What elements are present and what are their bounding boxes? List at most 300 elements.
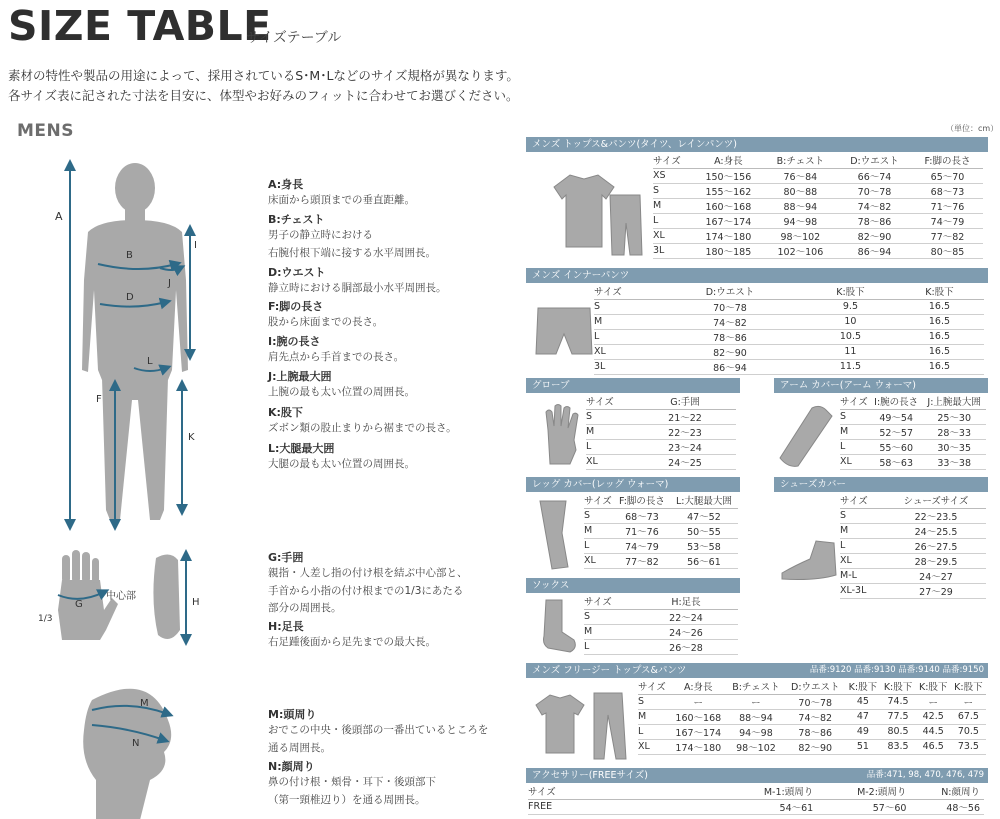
size-cell: XL [594, 346, 606, 357]
table-inner-pants [526, 268, 988, 374]
size-cell: 3L [653, 245, 665, 256]
table-row [840, 424, 986, 439]
size-cell: M-L [840, 570, 857, 581]
value-cell: 70〜78 [798, 697, 833, 709]
col-header: サイズ [840, 496, 868, 508]
value-cell: 94〜98 [739, 727, 773, 739]
glove-icon [536, 400, 586, 470]
fig-label-h: H [192, 597, 200, 608]
col-header: M-1:頭周り [763, 787, 814, 799]
col-header: サイズ [584, 597, 612, 609]
table-accessory [526, 768, 988, 817]
size-cell: M [586, 426, 595, 437]
value-cell: 68〜73 [930, 186, 965, 198]
col-header: サイズ [528, 787, 556, 799]
measure-title: L:大腿最大囲 [268, 442, 335, 455]
measure-m [268, 706, 488, 757]
value-cell: 82〜90 [857, 231, 892, 243]
measure-desc: ズボン類の股止まりから裾までの長さ。 [268, 422, 457, 434]
foot-silhouette [153, 554, 180, 639]
page-subtitle: サイズテーブル [246, 30, 342, 46]
table-row [653, 228, 983, 243]
table-header-bar: シューズカバー [774, 477, 988, 492]
measure-desc: 鼻の付け根・頬骨・耳下・後頭部下 [268, 776, 436, 788]
value-cell: 57〜60 [872, 802, 907, 814]
value-cell: 74.5 [887, 696, 909, 707]
col-header: F:脚の長さ [618, 496, 665, 508]
value-cell: 49 [856, 726, 869, 737]
col-header: サイズ [840, 397, 868, 409]
col-header: A:身長 [714, 156, 743, 168]
table-row [840, 583, 986, 598]
table-row [653, 183, 983, 198]
value-cell: 77〜82 [625, 556, 659, 568]
value-cell: 82〜90 [798, 742, 833, 754]
table-row [638, 739, 986, 754]
value-cell: 22〜23.5 [914, 511, 958, 523]
size-cell: M [840, 426, 849, 437]
value-cell: 21〜22 [668, 412, 702, 424]
table-body [584, 508, 738, 568]
col-header: B:チェスト [732, 682, 780, 694]
value-cell: 155〜162 [705, 186, 752, 198]
size-table [840, 394, 986, 470]
size-cell: L [638, 726, 644, 737]
value-cell: 88〜94 [739, 712, 773, 724]
value-cell: 16.5 [928, 346, 951, 357]
table-row [840, 454, 986, 469]
value-cell: 24〜26 [669, 627, 703, 639]
table-row [638, 709, 986, 724]
col-header: サイズ [638, 682, 666, 694]
size-cell: M [584, 525, 593, 536]
value-cell: 33〜38 [937, 457, 972, 469]
table-row [586, 409, 736, 424]
value-cell: 28〜29.5 [914, 556, 958, 568]
measure-desc: 肩先点から手首までの長さ。 [268, 351, 405, 363]
table-row [638, 724, 986, 739]
size-cell: L [584, 540, 590, 551]
measure-title: I:腕の長さ [268, 335, 321, 348]
value-cell: 74〜82 [857, 201, 892, 213]
intro-line-1: 素材の特性や製品の用途によって、採用されているS･M･Lなどのサイズ規格が異なります。 [8, 68, 519, 83]
value-cell: 10.5 [839, 331, 862, 342]
value-cell: 54〜61 [779, 802, 814, 814]
value-cell: ー [751, 697, 761, 709]
size-cell: M [594, 316, 603, 327]
value-cell: 94〜98 [783, 216, 818, 228]
measure-k [268, 404, 457, 438]
value-cell: 160〜168 [675, 712, 722, 724]
value-cell: 46.5 [922, 741, 944, 752]
table-row [594, 359, 984, 374]
value-cell: 16.5 [928, 301, 951, 312]
size-cell: M [653, 200, 662, 211]
col-header: シューズサイズ [903, 496, 969, 508]
size-cell: XL [840, 555, 852, 566]
size-cell: S [594, 301, 601, 312]
size-table [638, 679, 986, 755]
measure-d [268, 264, 447, 298]
col-header: M-2:頭周り [857, 787, 907, 799]
table-row [653, 243, 983, 258]
measure-title: A:身長 [268, 178, 304, 191]
table-body [584, 609, 738, 654]
col-header: サイズ [586, 397, 614, 409]
value-cell: 76〜84 [783, 171, 818, 183]
value-cell: 82〜90 [713, 347, 747, 359]
table-socks [526, 578, 740, 658]
value-cell: 24〜25 [668, 457, 702, 469]
page-title: SIZE TABLE [8, 2, 272, 50]
measure-desc: （第一頸椎辺り）を通る周囲長。 [268, 793, 426, 806]
measure-a [268, 176, 415, 210]
value-cell: 47〜52 [687, 511, 721, 523]
value-cell: 74〜79 [625, 541, 659, 553]
size-cell: S [840, 510, 847, 521]
inner-pants-icon [534, 302, 594, 362]
value-cell: 174〜180 [675, 742, 722, 754]
table-row [594, 299, 984, 314]
size-cell: M [638, 711, 647, 722]
table-row [638, 694, 986, 709]
size-table [586, 394, 736, 470]
value-cell: 86〜94 [857, 246, 892, 258]
value-cell: ー [928, 697, 938, 709]
measure-desc: 床面から頭頂までの垂直距離。 [268, 194, 415, 206]
measure-title: G:手囲 [268, 551, 304, 564]
value-cell: 11.5 [839, 361, 862, 372]
fig-label-center: 中心部 [106, 591, 136, 602]
fig-label-l: L [147, 356, 153, 367]
size-cell: M [840, 525, 849, 536]
table-body [840, 508, 986, 598]
measure-title: D:ウエスト [268, 266, 326, 279]
col-header: B:チェスト [776, 156, 825, 168]
size-table [528, 784, 984, 815]
value-cell: 9.5 [842, 301, 858, 312]
size-cell: S [840, 411, 847, 422]
col-header: G:手囲 [670, 397, 700, 409]
col-header: K:股下 [848, 682, 878, 694]
col-header: K:股下 [883, 682, 913, 694]
col-header: F:脚の長さ [924, 156, 971, 168]
measure-title: F:脚の長さ [268, 300, 324, 313]
measure-desc: 通る周囲長。 [268, 741, 331, 754]
table-row [594, 329, 984, 344]
table-body [594, 299, 984, 374]
value-cell: 10 [844, 316, 857, 327]
unit-note: （単位：cm） [946, 124, 999, 133]
col-header: K:股下 [836, 287, 865, 299]
shoe-cover-icon [776, 535, 844, 585]
col-header: D:ウエスト [705, 287, 755, 299]
value-cell: 68〜73 [625, 511, 659, 523]
size-cell: S [653, 185, 660, 196]
value-cell: 27〜29 [919, 586, 953, 598]
col-header: L:大腿最大囲 [675, 496, 732, 508]
table-row [653, 213, 983, 228]
table-body [528, 799, 984, 814]
table-row [584, 538, 738, 553]
measure-l [268, 440, 415, 474]
value-cell: 65〜70 [930, 171, 965, 183]
table-row [840, 439, 986, 454]
size-cell: S [584, 611, 591, 622]
value-cell: 160〜168 [705, 201, 752, 213]
arm-cover-icon [776, 400, 836, 470]
value-cell: 98〜102 [736, 742, 776, 754]
size-cell: 3L [594, 361, 606, 372]
measure-i [268, 333, 404, 367]
table-fleece [526, 663, 988, 764]
value-cell: 77〜82 [930, 231, 965, 243]
value-cell: 24〜27 [919, 571, 953, 583]
value-cell: 53〜58 [687, 541, 721, 553]
fig-label-d: D [126, 292, 134, 303]
table-row [840, 508, 986, 523]
value-cell: 58〜63 [879, 457, 914, 469]
size-cell: L [586, 441, 592, 452]
measure-desc: 大腿の最も太い位置の周囲長。 [268, 458, 415, 470]
section-heading-mens: MENS [17, 121, 75, 141]
value-cell: 28〜33 [937, 427, 972, 439]
size-cell: XS [653, 170, 666, 181]
table-shoe-cover [774, 477, 988, 603]
table-row [584, 639, 738, 654]
table-tops-pants [526, 137, 988, 262]
value-cell: 24〜25.5 [914, 526, 958, 538]
size-cell: S [584, 510, 591, 521]
table-header-bar: メンズ トップス&パンツ(タイツ、レインパンツ) [526, 137, 988, 152]
size-cell: L [840, 441, 846, 452]
table-glove [526, 378, 740, 473]
table-header-bar: レッグ カバー(レッグ ウォーマ) [526, 477, 740, 492]
col-header: K:股下 [925, 287, 954, 299]
socks-icon [534, 596, 584, 656]
table-body [586, 409, 736, 469]
table-row [586, 454, 736, 469]
value-cell: 86〜94 [713, 362, 747, 374]
size-cell: XL [653, 230, 665, 241]
measure-desc: おでこの中央・後頭部の一番出ているところを [268, 724, 489, 736]
measure-b [268, 211, 436, 262]
measure-desc: 手首から小指の付け根までの1/3にあたる [268, 584, 464, 597]
intro-line-2: 各サイズ表に記された寸法を目安に、体型やお好みのフィットに合わせてお選びください。 [8, 88, 519, 103]
size-cell: XL-3L [840, 585, 867, 596]
fig-label-k: K [188, 432, 195, 443]
size-table [653, 153, 983, 259]
table-title: アクセサリー(FREEサイズ) [532, 770, 648, 781]
col-header: J:上腕最大囲 [927, 397, 981, 409]
value-cell: 23〜24 [668, 442, 702, 454]
table-header-bar: アーム カバー(アーム ウォーマ) [774, 378, 988, 393]
value-cell: 174〜180 [705, 231, 752, 243]
table-title: メンズ フリージー トップス&パンツ [532, 665, 687, 676]
value-cell: 167〜174 [675, 727, 722, 739]
measure-n [268, 758, 436, 809]
col-header: サイズ [584, 496, 612, 508]
value-cell: 48〜56 [946, 802, 980, 814]
col-header: A:身長 [684, 682, 713, 694]
size-cell: M [584, 626, 593, 637]
value-cell: 26〜27.5 [914, 541, 958, 553]
size-table [840, 493, 986, 599]
value-cell: 73.5 [957, 741, 979, 752]
measure-title: N:顔周り [268, 760, 315, 773]
col-header: サイズ [594, 287, 622, 299]
table-row [840, 523, 986, 538]
measure-desc: 男子の静立時における [268, 229, 373, 241]
value-cell: 167〜174 [705, 216, 752, 228]
value-cell: 45 [856, 696, 869, 707]
size-cell: FREE [528, 801, 553, 812]
fig-label-b: B [126, 250, 133, 261]
measure-desc: 静立時における胴部最小水平周囲長。 [268, 282, 447, 294]
size-table [594, 284, 984, 375]
value-cell: 67.5 [957, 711, 979, 722]
value-cell: 78〜86 [857, 216, 892, 228]
table-row [584, 609, 738, 624]
value-cell: 80〜88 [783, 186, 818, 198]
size-cell: L [584, 641, 590, 652]
fleece-top-and-pants-icon [530, 685, 640, 763]
measure-desc: 部分の周囲長。 [268, 602, 342, 614]
fig-label-third: 1/3 [38, 614, 53, 624]
value-cell: 98〜102 [780, 231, 821, 243]
table-row [584, 523, 738, 538]
measure-desc: 親指・人差し指の付け根を結ぶ中心部と、 [268, 567, 468, 579]
col-header: サイズ [653, 156, 681, 168]
measure-desc: 上腕の最も太い位置の周囲長。 [268, 386, 415, 398]
value-cell: 22〜23 [668, 427, 702, 439]
value-cell: 42.5 [922, 711, 944, 722]
fig-label-f: F [96, 394, 102, 405]
size-cell: XL [638, 741, 650, 752]
table-header-bar: グローブ [526, 378, 740, 393]
size-table [584, 493, 738, 569]
value-cell: 70.5 [957, 726, 979, 737]
table-row [840, 553, 986, 568]
value-cell: 70〜78 [713, 302, 747, 314]
fig-label-j: J [168, 278, 171, 289]
measure-j [268, 368, 415, 402]
value-cell: 74〜82 [798, 712, 833, 724]
table-row [840, 538, 986, 553]
table-row [840, 409, 986, 424]
product-codes: 品番:471, 98, 470, 476, 479 [866, 770, 984, 780]
col-header: D:ウエスト [850, 156, 899, 168]
size-cell: S [586, 411, 593, 422]
value-cell: 56〜61 [687, 556, 721, 568]
value-cell: ー [693, 697, 704, 709]
value-cell: 78〜86 [713, 332, 747, 344]
value-cell: 55〜60 [879, 442, 914, 454]
value-cell: 51 [856, 741, 869, 752]
body-silhouette [82, 163, 188, 520]
size-cell: S [638, 696, 645, 707]
measure-desc: 股から床面までの長さ。 [268, 316, 384, 328]
measure-g [268, 549, 468, 618]
value-cell: 88〜94 [783, 201, 818, 213]
value-cell: ー [963, 697, 974, 709]
measure-h [268, 618, 436, 652]
value-cell: 44.5 [922, 726, 944, 737]
measure-title: J:上腕最大囲 [268, 370, 332, 383]
table-header-bar [526, 768, 988, 783]
table-row [584, 624, 738, 639]
value-cell: 74〜79 [930, 216, 965, 228]
col-header: K:股下 [918, 682, 948, 694]
table-body [840, 409, 986, 469]
fig-label-m: M [140, 698, 149, 709]
table-body [653, 168, 983, 258]
value-cell: 66〜74 [857, 171, 892, 183]
table-row [586, 424, 736, 439]
product-codes: 品番:9120 品番:9130 品番:9140 品番:9150 [809, 665, 984, 675]
value-cell: 180〜185 [705, 246, 752, 258]
value-cell: 71〜76 [625, 526, 659, 538]
value-cell: 49〜54 [879, 412, 914, 424]
value-cell: 83.5 [887, 741, 909, 752]
value-cell: 70〜78 [857, 186, 892, 198]
fig-label-g: G [75, 599, 83, 610]
table-row [584, 553, 738, 568]
value-cell: 30〜35 [937, 442, 972, 454]
measure-title: M:頭周り [268, 708, 317, 721]
value-cell: 26〜28 [669, 642, 703, 654]
value-cell: 16.5 [928, 361, 951, 372]
size-cell: L [653, 215, 659, 226]
value-cell: 71〜76 [930, 201, 965, 213]
value-cell: 77.5 [887, 711, 909, 722]
value-cell: 16.5 [928, 316, 951, 327]
table-row [594, 344, 984, 359]
value-cell: 11 [844, 346, 857, 357]
table-row [653, 168, 983, 183]
value-cell: 47 [856, 711, 869, 722]
value-cell: 16.5 [928, 331, 951, 342]
size-cell: L [594, 331, 600, 342]
col-header: D:ウエスト [791, 682, 840, 694]
col-header: N:顔周り [941, 787, 980, 799]
value-cell: 22〜24 [669, 612, 703, 624]
value-cell: 52〜57 [879, 427, 914, 439]
leg-cover-icon [532, 497, 582, 573]
value-cell: 78〜86 [798, 727, 833, 739]
measurement-figures [0, 140, 260, 819]
table-row [586, 439, 736, 454]
table-row [594, 314, 984, 329]
value-cell: 50〜55 [687, 526, 721, 538]
table-header-bar: ソックス [526, 578, 740, 593]
measure-title: B:チェスト [268, 213, 325, 226]
measure-title: H:足長 [268, 620, 304, 633]
fig-label-i: I [194, 240, 197, 251]
value-cell: 25〜30 [937, 412, 972, 424]
col-header: H:足長 [671, 597, 701, 609]
table-row [528, 799, 984, 814]
value-cell: 150〜156 [705, 171, 752, 183]
value-cell: 80〜85 [930, 246, 965, 258]
table-header-bar: メンズ インナーパンツ [526, 268, 988, 283]
size-cell: XL [586, 456, 598, 467]
table-leg-cover [526, 477, 740, 573]
table-row [840, 568, 986, 583]
fig-label-n: N [132, 738, 140, 749]
table-body [638, 694, 986, 754]
value-cell: 74〜82 [713, 317, 747, 329]
